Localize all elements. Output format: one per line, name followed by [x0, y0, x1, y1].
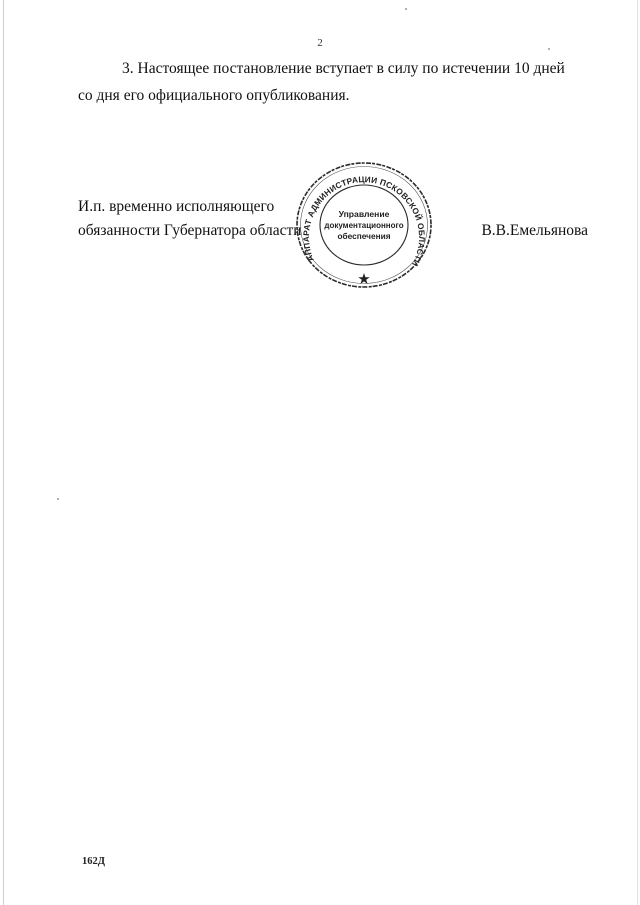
scan-speck	[405, 8, 407, 10]
seal-center-line-1: Управление	[338, 209, 390, 219]
signer-name: В.В.Емельянова	[481, 222, 588, 239]
scan-edge-right	[637, 0, 638, 905]
seal-star-icon	[358, 273, 370, 284]
signer-position-line-2: обязанности Губернатора области	[78, 222, 302, 239]
signer-position	[78, 195, 302, 243]
seal-ring-text: АППАРАТ АДМИНИСТРАЦИИ ПСКОВСКОЙ ОБЛАСТИ	[300, 174, 428, 269]
paragraph-line-2: со дня его официального опубликования.	[78, 87, 350, 104]
paragraph-line-1: 3. Настоящее постановление вступает в силу по истечении 10 дней	[122, 60, 565, 77]
scan-speck	[57, 498, 59, 500]
scan-edge-left	[3, 0, 4, 905]
official-seal	[294, 160, 434, 290]
seal-center-line-3: обеспечения	[337, 231, 391, 241]
signer-position-line-1: И.п. временно исполняющего	[78, 198, 275, 215]
paragraph-3	[78, 55, 592, 109]
seal-center-line-2: документационного	[324, 221, 404, 230]
page-number: 2	[317, 37, 323, 49]
document-code: 162Д	[82, 856, 105, 867]
